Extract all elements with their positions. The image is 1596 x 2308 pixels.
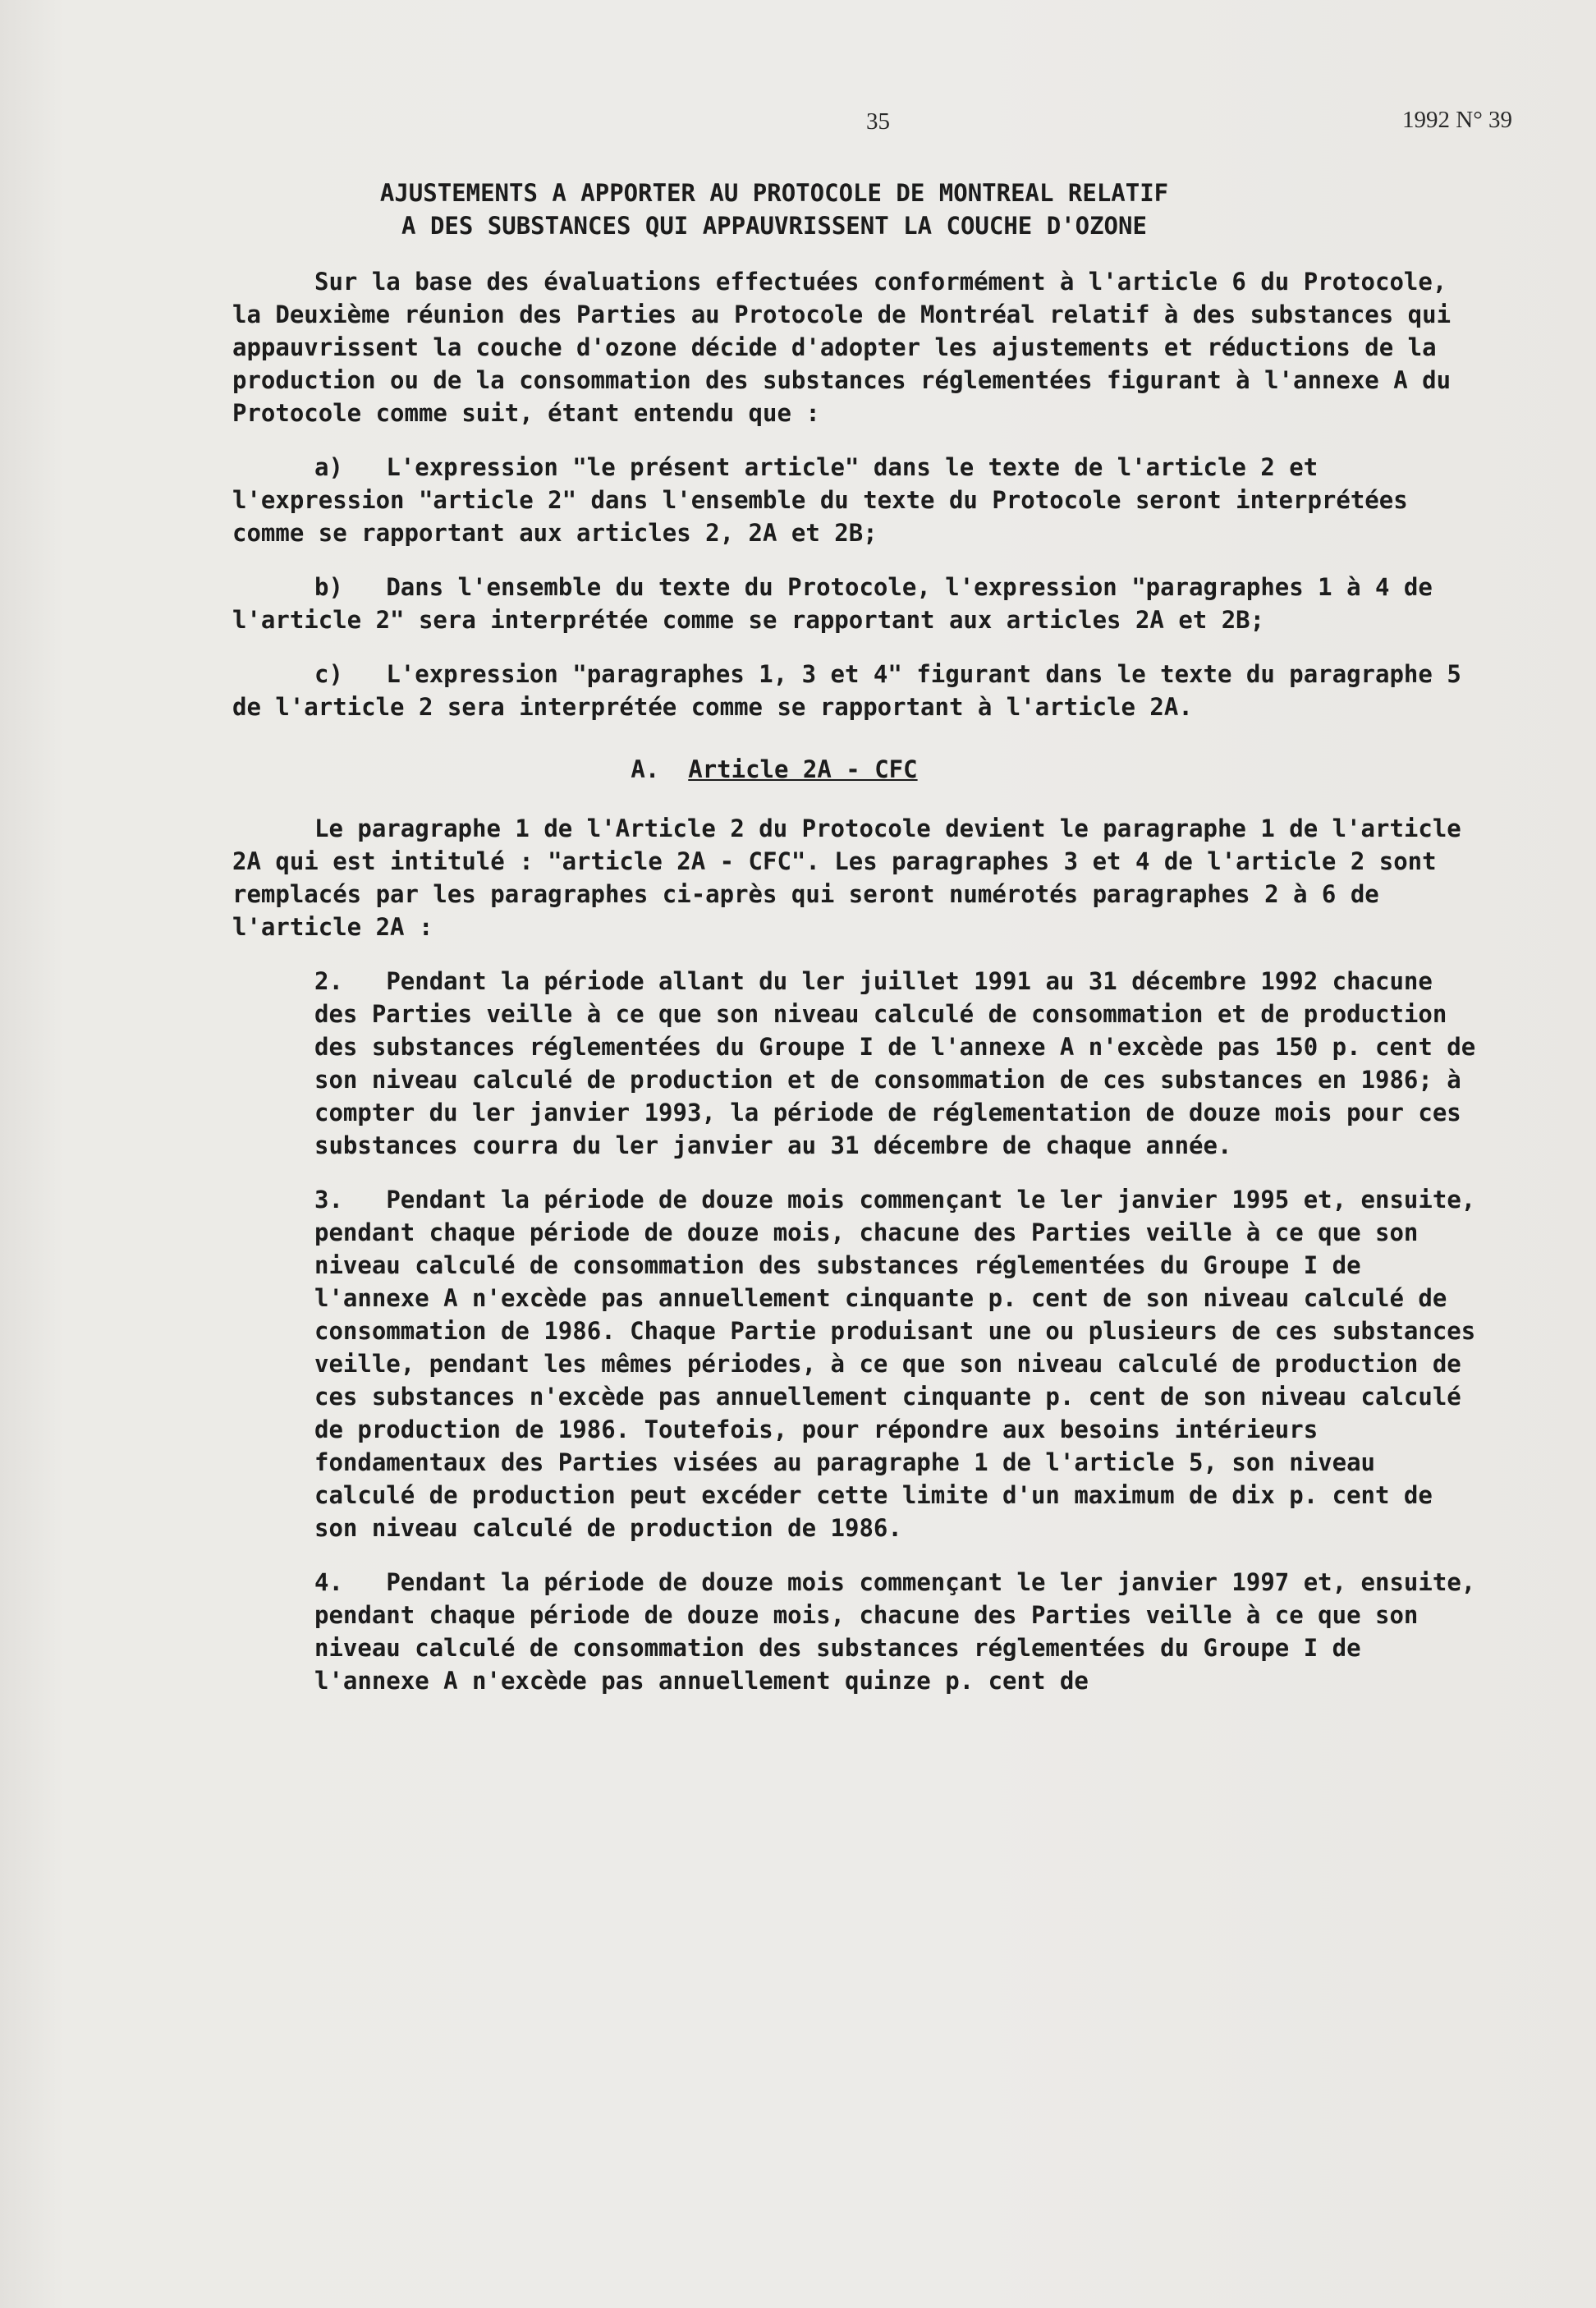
paragraph-text: Pendant la période allant du ler juillet 1991 au 31 décembre 1992 chacune des Parties veille à ce que son niveau calculé de consommation et de production des substances réglementées du Groupe I de l'annexe A n'excède pas 150 p. cent de son niveau calculé de production et de consommation de ces substances en 1986; à compter du ler janvier 1993, la période de réglementation de douze mois pour ces substances courra du ler janvier au 31 décembre de chaque année. [314, 967, 1476, 1159]
title-line-2: A DES SUBSTANCES QUI APPAUVRISSENT LA COUCHE D'OZONE [401, 212, 1147, 240]
section-heading [232, 753, 1316, 786]
paragraph-text: Pendant la période de douze mois commençant le ler janvier 1997 et, ensuite, pendant chaque période de douze mois, chacune des Parties veille à ce que son niveau calculé de consommation des substances réglementées du Groupe I de l'annexe A n'excède pas annuellement quinze p. cent de [314, 1568, 1476, 1695]
paragraph-number: 2. [314, 967, 343, 995]
paragraph-number: 3. [314, 1186, 343, 1214]
list-item-c [232, 658, 1480, 723]
numbered-paragraph-4 [314, 1566, 1480, 1697]
document-title [232, 177, 1316, 242]
paragraph-number: 4. [314, 1568, 343, 1596]
intro-paragraph: Sur la base des évaluations effectuées conformément à l'article 6 du Protocole, la Deuxième réunion des Parties au Protocole de Montréal relatif à des substances qui appauvrissent la couche d'ozone décide d'adopter les ajustements et réductions de la production ou de la consommation des substances réglementées figurant à l'annexe A du Protocole comme suit, étant entendu que : [232, 268, 1452, 427]
numbered-paragraph-3 [314, 1183, 1480, 1544]
paragraph-text: Pendant la période de douze mois commençant le ler janvier 1995 et, ensuite, pendant chaque période de douze mois, chacune des Parties veille à ce que son niveau calculé de consommation des substances réglementées du Groupe I de l'annexe A n'excède pas annuellement cinquante p. cent de son niveau calculé de consommation de 1986. Chaque Partie produisant une ou plusieurs de ces substances veille, pendant les mêmes périodes, à ce que son niveau calculé de production de ces substances n'excède pas annuellement cinquante p. cent de son niveau calculé de production de 1986. Toutefois, pour répondre aux besoins intérieurs fondamentaux des Parties visées au paragraphe 1 de l'article 5, son niveau calculé de production peut excéder cette limite d'un maximum de dix p. cent de son niveau calculé de production de 1986. [314, 1186, 1476, 1542]
list-item-label: a) [314, 453, 343, 481]
gazette-reference: 1992 N° 39 [1402, 107, 1513, 133]
list-item-b [232, 571, 1480, 636]
list-item-text: L'expression "le présent article" dans le texte de l'article 2 et l'expression "article 2" dans l'ensemble du texte du Protocole seront interprétées comme se rapportant aux articles 2, 2A et 2B; [232, 453, 1408, 547]
list-item-label: b) [314, 573, 343, 601]
section-title: Article 2A - CFC [688, 755, 918, 783]
list-item-text: L'expression "paragraphes 1, 3 et 4" figurant dans le texte du paragraphe 5 de l'article 2 sera interprétée comme se rapportant à l'article 2A. [232, 660, 1461, 721]
list-item-text: Dans l'ensemble du texte du Protocole, l'expression "paragraphes 1 à 4 de l'article 2" sera interprétée comme se rapportant aux articles 2A et 2B; [232, 573, 1433, 634]
numbered-paragraph-2 [314, 965, 1480, 1162]
document-body [232, 177, 1513, 1697]
list-item-label: c) [314, 660, 343, 688]
title-line-1: AJUSTEMENTS A APPORTER AU PROTOCOLE DE MONTREAL RELATIF [379, 179, 1169, 207]
section-prefix: A. [631, 755, 660, 783]
page-number: 35 [866, 108, 890, 135]
section-intro-paragraph: Le paragraphe 1 de l'Article 2 du Protocole devient le paragraphe 1 de l'article 2A qui est intitulé : "article 2A - CFC". Les paragraphes 3 et 4 de l'article 2 sont remplacés par les paragraphes ci-après qui seront numérotés paragraphes 2 à 6 de l'article 2A : [232, 814, 1461, 941]
list-item-a [232, 451, 1480, 549]
